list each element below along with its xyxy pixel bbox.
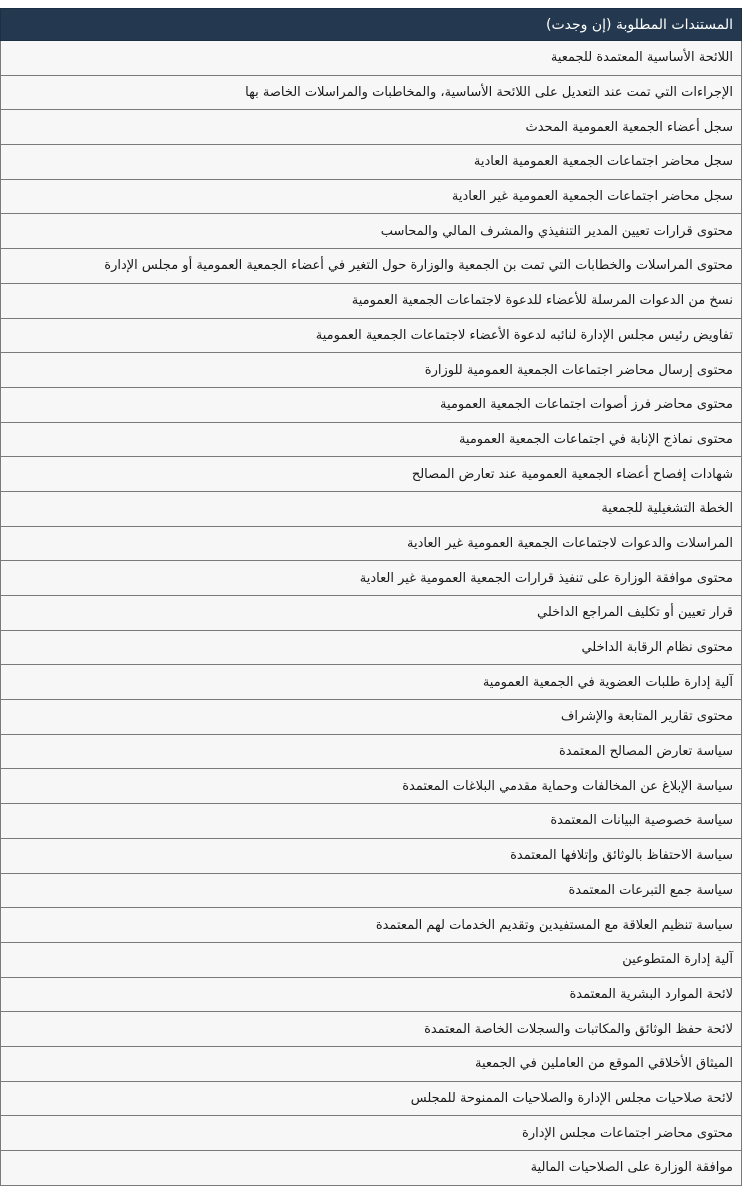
table-row-label: الخطة التشغيلية للجمعية <box>601 501 733 517</box>
table-row-label: شهادات إفصاح أعضاء الجمعية العمومية عند تعارض المصالح <box>411 466 733 482</box>
table-row <box>0 665 742 700</box>
table-row-label: محتوى محاضر فرز أصوات اجتماعات الجمعية العمومية <box>440 397 733 413</box>
table-row <box>0 457 742 492</box>
table-row <box>0 735 742 770</box>
table-row <box>0 145 742 180</box>
table-row <box>0 41 742 76</box>
table-row <box>0 874 742 909</box>
table-row-label: تفاويض رئيس مجلس الإدارة لنائبه لدعوة الأعضاء لاجتماعات الجمعية العمومية <box>315 327 733 343</box>
table-row-label: سجل أعضاء الجمعية العمومية المحدث <box>525 119 733 135</box>
table-row-label: الميثاق الأخلاقي الموقع من العاملين في الجمعية <box>474 1056 733 1072</box>
table-row <box>0 700 742 735</box>
table-row <box>0 596 742 631</box>
table-row-label: الإجراءات التي تمت عند التعديل على اللائحة الأساسية، والمخاطبات والمراسلات الخاصة بها <box>245 85 733 101</box>
table-row <box>0 284 742 319</box>
table-row-label: اللائحة الأساسية المعتمدة للجمعية <box>550 50 733 66</box>
table-row-label: محتوى قرارات تعيين المدير التنفيذي والمشرف المالي والمحاسب <box>380 223 733 239</box>
table-row <box>0 423 742 458</box>
table-row <box>0 804 742 839</box>
table-header-label: المستندات المطلوبة (إن وجدت) <box>546 16 733 33</box>
table-row-label: سجل محاضر اجتماعات الجمعية العمومية غير العادية <box>451 189 733 205</box>
table-row-label: سجل محاضر اجتماعات الجمعية العمومية العادية <box>473 154 733 170</box>
required-documents-table <box>0 8 742 1186</box>
table-row-label: المراسلات والدعوات لاجتماعات الجمعية العمومية غير العادية <box>406 535 733 551</box>
table-row-label: سياسة جمع التبرعات المعتمدة <box>568 882 733 898</box>
table-row-label: محتوى نظام الرقابة الداخلي <box>581 640 733 656</box>
table-row <box>0 1012 742 1047</box>
table-row-label: لائحة حفظ الوثائق والمكاتبات والسجلات الخاصة المعتمدة <box>424 1021 733 1037</box>
table-row-label: آلية إدارة المتطوعين <box>622 952 733 968</box>
table-row-label: سياسة الإبلاغ عن المخالفات وحماية مقدمي البلاغات المعتمدة <box>402 778 733 794</box>
table-row <box>0 769 742 804</box>
table-row <box>0 1082 742 1117</box>
table-row-label: محتوى موافقة الوزارة على تنفيذ قرارات الجمعية العمومية غير العادية <box>359 570 733 586</box>
table-row <box>0 353 742 388</box>
table-row-label: محتوى محاضر اجتماعات مجلس الإدارة <box>522 1125 733 1141</box>
table-row <box>0 180 742 215</box>
table-row <box>0 110 742 145</box>
table-row-label: آلية إدارة طلبات العضوية في الجمعية العمومية <box>482 674 733 690</box>
table-row-label: لائحة صلاحيات مجلس الإدارة والصلاحيات الممنوحة للمجلس <box>410 1090 733 1106</box>
table-row <box>0 214 742 249</box>
table-row-label: محتوى المراسلات والخطابات التي تمت بن الجمعية والوزارة حول التغير في أعضاء الجمعية العمومية أو مجلس الإدارة <box>104 258 733 274</box>
table-row <box>0 908 742 943</box>
table-row <box>0 839 742 874</box>
table-row-label: محتوى إرسال محاضر اجتماعات الجمعية العمومية للوزارة <box>424 362 733 378</box>
table-row <box>0 76 742 111</box>
table-row <box>0 561 742 596</box>
table-row-label: محتوى نماذج الإنابة في اجتماعات الجمعية العمومية <box>458 431 733 447</box>
table-row <box>0 492 742 527</box>
table-row <box>0 1151 742 1186</box>
table-row-label: محتوى تقارير المتابعة والإشراف <box>560 709 733 725</box>
table-row <box>0 249 742 284</box>
table-row <box>0 388 742 423</box>
table-row <box>0 527 742 562</box>
table-row <box>0 1116 742 1151</box>
table-row <box>0 631 742 666</box>
table-row-label: موافقة الوزارة على الصلاحيات المالية <box>530 1160 733 1176</box>
table-row <box>0 319 742 354</box>
table-row-label: سياسة تعارض المصالح المعتمدة <box>559 744 733 760</box>
table-row-label: لائحة الموارد البشرية المعتمدة <box>569 986 733 1002</box>
table-row <box>0 978 742 1013</box>
table-row-label: نسخ من الدعوات المرسلة للأعضاء للدعوة لاجتماعات الجمعية العمومية <box>351 293 733 309</box>
table-header <box>0 8 742 41</box>
table-row-label: سياسة تنظيم العلاقة مع المستفيدين وتقديم الخدمات لهم المعتمدة <box>375 917 733 933</box>
table-row-label: قرار تعيين أو تكليف المراجع الداخلي <box>537 605 733 621</box>
table-row <box>0 1047 742 1082</box>
table-body <box>0 41 742 1186</box>
table-row-label: سياسة الاحتفاظ بالوثائق وإتلافها المعتمدة <box>510 848 733 864</box>
table-row-label: سياسة خصوصية البيانات المعتمدة <box>550 813 733 829</box>
table-row <box>0 943 742 978</box>
